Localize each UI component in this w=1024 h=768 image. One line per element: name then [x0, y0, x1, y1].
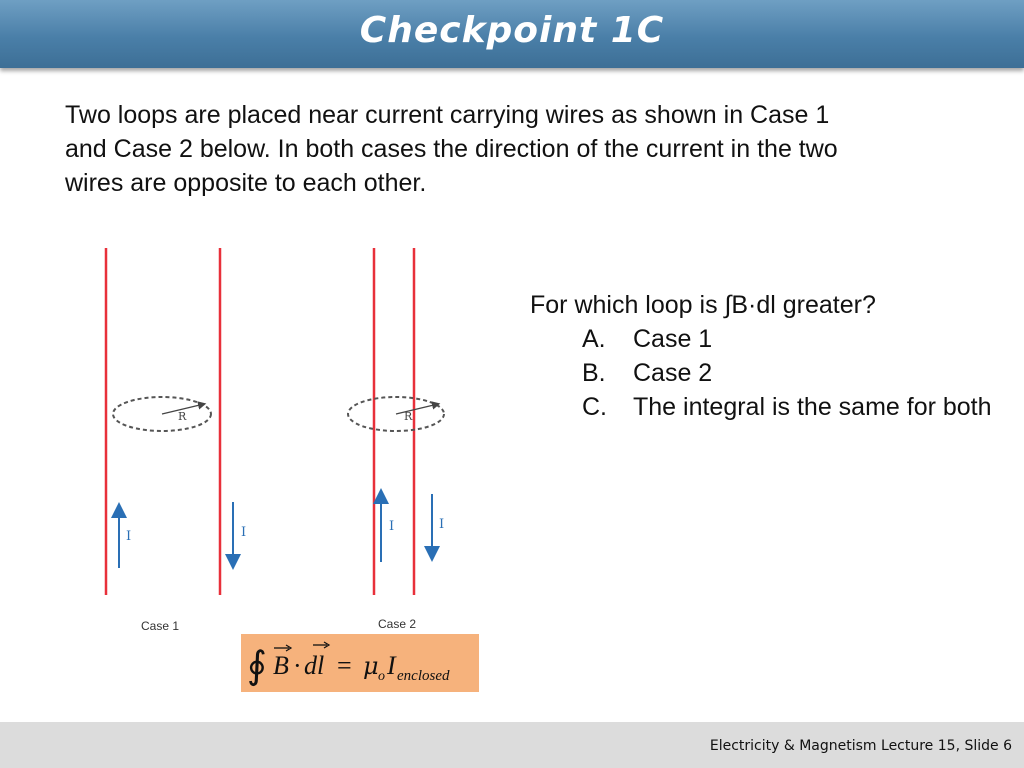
option-text: Case 1: [633, 325, 713, 353]
case1-label: Case 1: [141, 619, 180, 633]
dot-operator: ·: [293, 651, 302, 680]
formula-svg: [241, 634, 479, 692]
option-b[interactable]: [530, 356, 1000, 390]
option-a[interactable]: [530, 322, 1000, 356]
option-letter: C.: [582, 393, 607, 421]
case2-label: Case 2: [378, 617, 417, 631]
case2-current-label-down: I: [439, 517, 445, 532]
option-text: Case 2: [633, 359, 713, 387]
contour-integral-symbol: ∮: [247, 643, 267, 687]
equals-sign: =: [337, 651, 352, 680]
case1-radius-label: R: [178, 410, 187, 423]
question-block: [530, 288, 1000, 424]
amperes-law-formula: [241, 634, 479, 692]
dl-vector: dl: [304, 651, 325, 680]
question-text: For which loop is ∫B·dl greater?: [530, 291, 876, 319]
footer-bar: [0, 722, 1024, 768]
case1-current-label-down: I: [241, 525, 247, 540]
slide-title: Checkpoint 1C: [359, 10, 665, 51]
case2-radius-arrow: [396, 404, 438, 414]
mu-subscript: o: [378, 669, 385, 684]
current-subscript: enclosed: [397, 668, 450, 684]
option-text: The integral is the same for both: [633, 393, 992, 421]
option-c[interactable]: [530, 390, 1000, 424]
footer-text: Electricity & Magnetism Lecture 15, Slide 6: [709, 738, 1012, 754]
option-letter: A.: [582, 325, 606, 353]
mu-symbol: μ: [363, 652, 379, 680]
case2-current-label-up: I: [389, 519, 395, 534]
option-letter: B.: [582, 359, 606, 387]
title-bar: [0, 0, 1024, 68]
intro-text: Two loops are placed near current carrying wires as shown in Case 1 and Case 2 below. In both cases the direction of the current in the two wires are opposite to each other.: [65, 101, 838, 197]
wires-loops-figure: [100, 240, 480, 640]
case2-radius-label: R: [404, 410, 413, 423]
current-symbol: I: [387, 651, 396, 680]
case1-current-label-up: I: [126, 529, 132, 544]
answer-options: [530, 322, 1000, 424]
b-vector: B: [273, 651, 289, 680]
